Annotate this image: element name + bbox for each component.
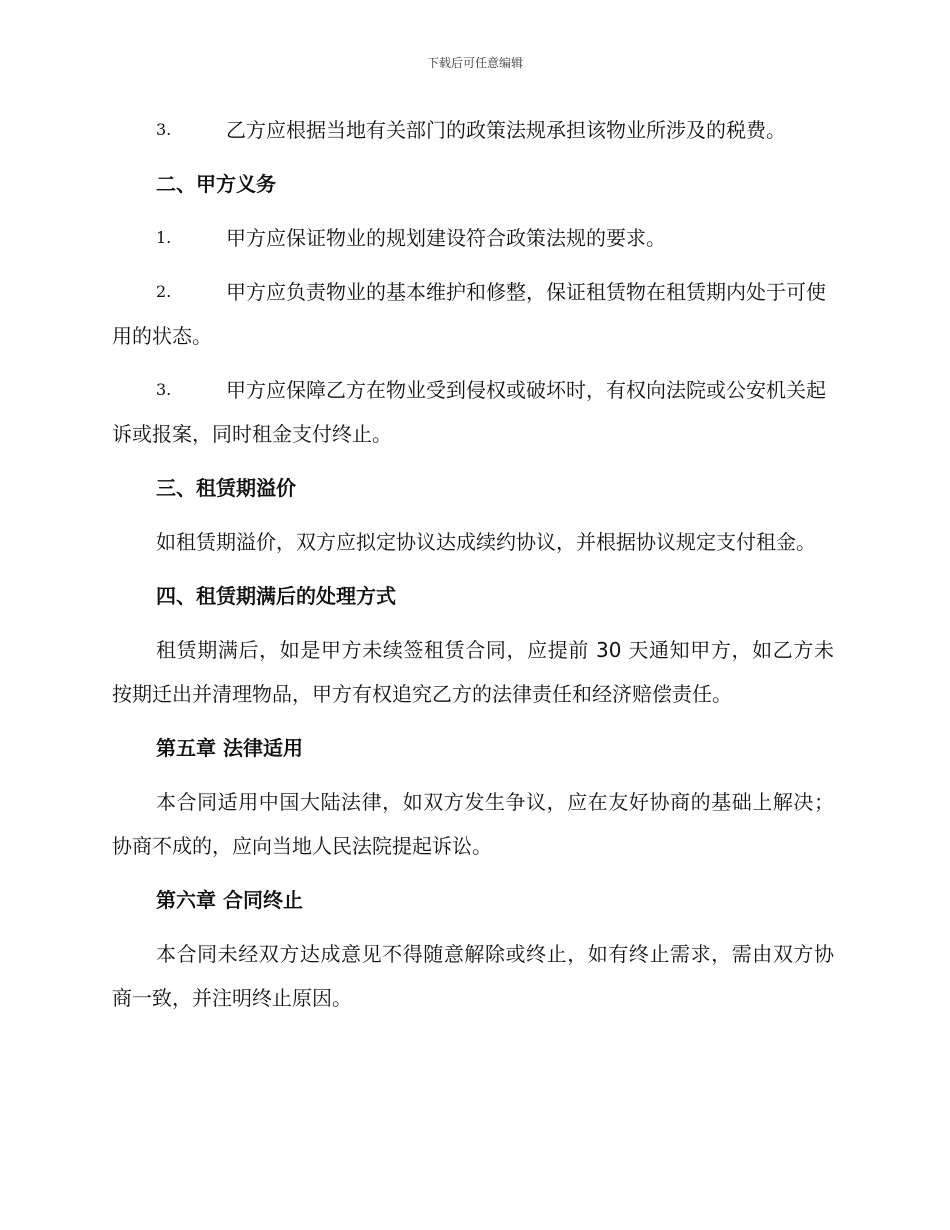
list-text: 乙方应根据当地有关部门的政策法规承担该物业所涉及的税费。 xyxy=(226,118,786,142)
section-heading-expiry: 四、租赁期满后的处理方式 xyxy=(156,584,396,608)
list-number: 3. xyxy=(156,380,172,399)
paragraph-premium: 如租赁期溢价，双方应拟定协议达成续约协议，并根据协议规定支付租金。 xyxy=(156,530,816,554)
paragraph-termination: 本合同未经双方达成意见不得随意解除或终止，如有终止需求，需由双方协商一致，并注明终止原因。 xyxy=(112,942,834,1010)
list-text: 甲方应负责物业的基本维护和修整，保证租赁物在租赁期内处于可使用的状态。 xyxy=(112,280,826,348)
list-item-maintenance xyxy=(112,270,834,358)
section-heading-premium: 三、租赁期溢价 xyxy=(156,476,296,500)
document-body xyxy=(112,108,834,1030)
list-item-tax xyxy=(112,108,834,152)
chapter-heading-applicable-law: 第五章 法律适用 xyxy=(156,736,303,760)
list-item-protection xyxy=(112,368,834,456)
header-note: 下载后可任意编辑 xyxy=(426,56,523,70)
list-number: 1. xyxy=(156,228,172,247)
list-number: 2. xyxy=(156,282,172,301)
paragraph-expiry: 租赁期满后，如是甲方未续签租赁合同，应提前 30 天通知甲方，如乙方未按期迁出并清理物品，甲方有权追究乙方的法律责任和经济赔偿责任。 xyxy=(112,638,834,706)
list-text: 甲方应保证物业的规划建设符合政策法规的要求。 xyxy=(226,226,666,250)
chapter-heading-termination: 第六章 合同终止 xyxy=(156,888,303,912)
list-item-planning xyxy=(112,216,834,260)
list-text: 甲方应保障乙方在物业受到侵权或破坏时，有权向法院或公安机关起诉或报案，同时租金支付终止。 xyxy=(112,378,826,446)
list-number: 3. xyxy=(156,120,172,139)
paragraph-applicable-law: 本合同适用中国大陆法律，如双方发生争议，应在友好协商的基础上解决；协商不成的，应向当地人民法院提起诉讼。 xyxy=(112,790,834,858)
section-heading-party-a-duties: 二、甲方义务 xyxy=(156,172,276,196)
